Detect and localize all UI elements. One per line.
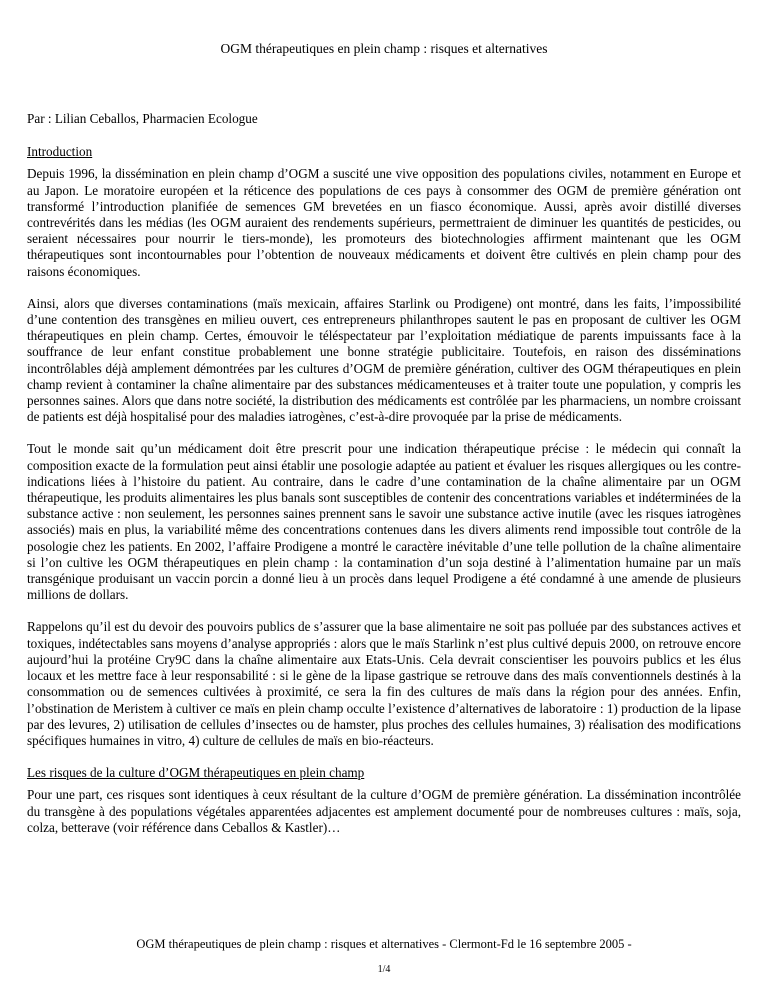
section-heading-introduction: Introduction [27, 144, 93, 160]
page-footer: OGM thérapeutiques de plein champ : risques et alternatives - Clermont-Fd le 16 septembre 2005 - [136, 937, 632, 951]
section-heading-risks: Les risques de la culture d’OGM thérapeutiques en plein champ [27, 765, 365, 781]
page-number: 1/4 [377, 964, 391, 975]
document-body [27, 111, 741, 836]
paragraph: Ainsi, alors que diverses contaminations (maïs mexicain, affaires Starlink ou Prodigene) ont montré, dans les faits, l’impossibilité d’une contention des transgènes en milieu ouvert, ces entrepreneurs philanthropes sautent le pas en proposant de cultiver les OGM thérapeutiques en plein champ. Certes, émouvoir le téléspectateur par l’exploitation médiatique de parents impuissants face à la souffrance de leur enfant constitue probablement une bonne stratégie publicitaire. Toutefois, en raison des disséminations incontrôlables déjà amplement démontrées par les cultures d’OGM de première génération, cultiver des OGM thérapeutiques en plein champ revient à contaminer la chaîne alimentaire par des substances médicamenteuses et à traiter toute une population, y compris les personnes saines. Alors que dans notre société, la distribution des médicaments est contrôlée par les pharmaciens, un nombre croissant de patients est déjà hospitalisé pour des maladies iatrogènes, c’est-à-dire provoquée par la prise de médicaments. [27, 295, 741, 425]
paragraph: Depuis 1996, la dissémination en plein champ d’OGM a suscité une vive opposition des populations civiles, notamment en Europe et au Japon. Le moratoire européen et la réticence des populations de ces pays à consommer des OGM de première génération ont transformé l’introduction planifiée de semences GM brevetées en un fiasco économique. Aussi, après avoir distillé diverses contrevérités dans les médias (les OGM auraient des rendements supérieurs, permettraient de diminuer les quantités de pesticides, ou seraient nécessaires pour nourrir le tiers-monde), les promoteurs des biotechnologies affirment maintenant que les OGM thérapeutiques sont incontournables pour l’obtention de nouveaux médicaments et doivent être cultivés en plein champ pour des raisons économiques. [27, 166, 741, 279]
paragraph: Rappelons qu’il est du devoir des pouvoirs publics de s’assurer que la base alimentaire ne soit pas polluée par des substances actives et toxiques, indétectables sans moyens d’analyse appropriés : alors que le maïs Starlink n’est plus cultivé depuis 2000, on retrouve encore aujourd’hui la protéine Cry9C dans la chaîne alimentaire aux Etats-Unis. Cela devrait conscientiser les pouvoirs publics et les élus locaux et les mettre face à leur responsabilité : si le gène de la lipase gastrique se retrouve dans des maïs conventionnels destinés à la consommation ou de semences cultivées à proximité, ce sera la fin des cultures de maïs dans la région pour des années. Enfin, l’obstination de Meristem à cultiver ce maïs en plein champ occulte l’existence d’alternatives de laboratoire : 1) production de la lipase par des levures, 2) utilisation de cellules d’insectes ou de hamster, plus proches des cellules humaines, 3) réalisation des modifications spécifiques humaines in vitro, 4) culture de cellules de maïs en bio-réacteurs. [27, 619, 741, 748]
page-header-title: OGM thérapeutiques en plein champ : risques et alternatives [220, 41, 548, 56]
author-line: Par : Lilian Ceballos, Pharmacien Ecologue [27, 111, 258, 126]
paragraph: Tout le monde sait qu’un médicament doit être prescrit pour une indication thérapeutique précise : le médecin qui connaît la composition exacte de la formulation peut ainsi établir une posologie adaptée au patient et évaluer les risques allergiques ou les contre-indications liées à l’histoire du patient. Au contraire, dans le cadre d’une contamination de la chaîne alimentaire par un OGM thérapeutique, les produits alimentaires les plus banals sont susceptibles de contenir des concentrations variables et indéterminées de la substance active : non seulement, les personnes saines prennent sans le savoir une substance active inutile (avec les risques iatrogènes associés) mais en plus, la variabilité même des concentrations contenues dans les divers aliments rend impossible tout contrôle de la posologie chez les patients. En 2002, l’affaire Prodigene a montré le caractère inévitable d’une telle pollution de la chaîne alimentaire si l’on cultive les OGM thérapeutiques en plein champ : la contamination d’un soja destiné à l’alimentation humaine par un maïs transgénique produisant un vaccin porcin a donné lieu à un procès dans lequel Prodigene a été condamné à une amende de plusieurs millions de dollars. [27, 441, 741, 603]
paragraph: Pour une part, ces risques sont identiques à ceux résultant de la culture d’OGM de première génération. La dissémination incontrôlée du transgène à des populations végétales apparentées adjacentes est amplement documenté pour de nombreuses cultures : maïs, soja, colza, betterave (voir référence dans Ceballos & Kastler)… [27, 787, 741, 835]
